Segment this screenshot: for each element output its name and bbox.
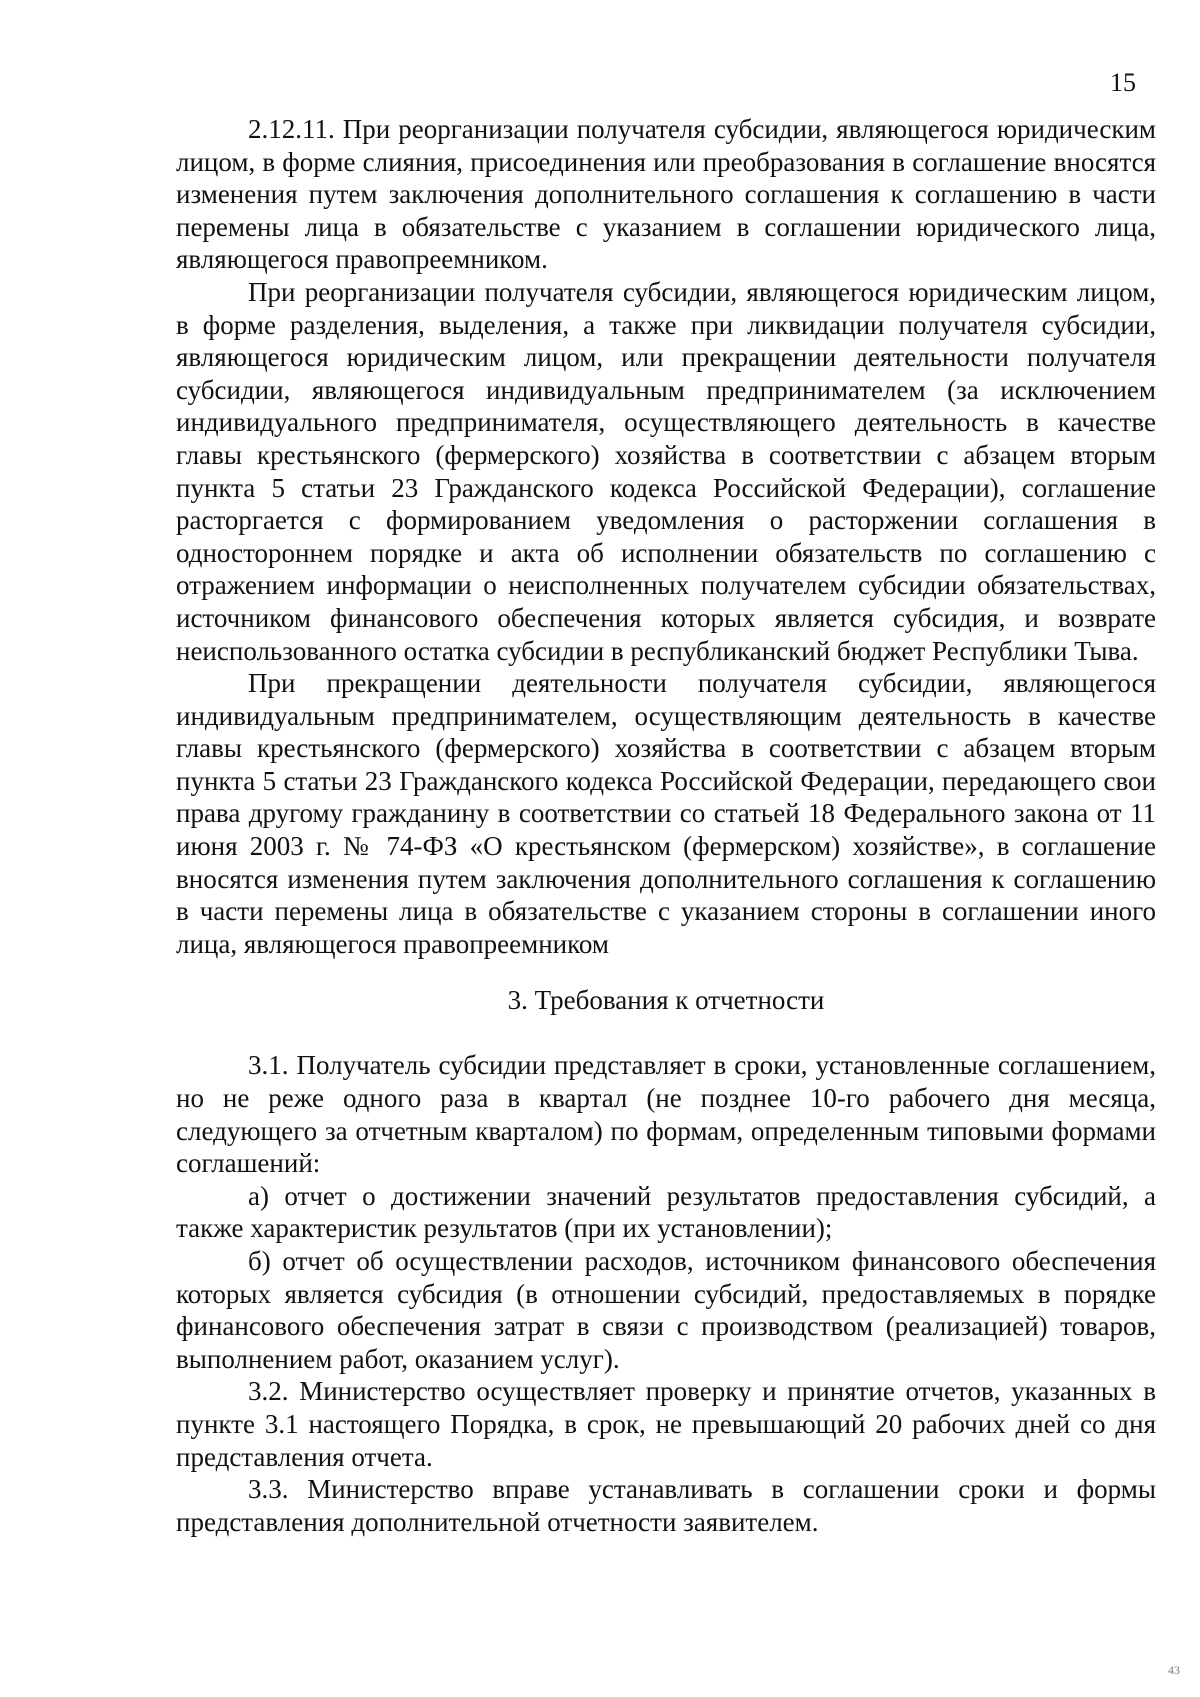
paragraph-2-12-11: 2.12.11. При реорганизации получателя субсидии, являющегося юридическим лицом, в форме слияния, присоединения или преобразования в соглашение вносятся изменения путем заключения дополнительного соглашения к соглашению в части перемены лица в обязательстве с указанием в соглашении юридического лица, являющегося правопреемником.	[176, 114, 1156, 275]
paragraph-reorganization-termination: При реорганизации получателя субсидии, являющегося юридическим лицом, в форме разделения, выделения, а также при ликвидации получателя субсидии, являющегося юридическим лицом, или прекращении деятельности получателя субсидии, являющегося индивидуальным предпринимателем (за исключением индивидуального предпринимателя, осуществляющего деятельность в качестве главы крестьянского (фермерского) хозяйства в соответствии с абзацем вторым пункта 5 статьи 23 Гражданского кодекса Российской Федерации), соглашение расторгается с формированием уведомления о расторжении соглашения в одностороннем порядке и акта об исполнении обязательств по соглашению с отражением информации о неисполненных получателем субсидии обязательствах, источником финансового обеспечения которых является субсидия, и возврате неиспользованного остатка субсидии в республиканский бюджет Республики Тыва.	[176, 276, 1156, 666]
page-number: 15	[1110, 68, 1136, 97]
paragraph-3-1: 3.1. Получатель субсидии представляет в сроки, установленные соглашением, но не реже одного раза в квартал (не позднее 10-го рабочего дня месяца, следующего за отчетным кварталом) по формам, определенным типовыми формами соглашений:	[176, 1050, 1156, 1179]
document-body	[176, 113, 1156, 1538]
paragraph-farm-head-transfer: При прекращении деятельности получателя субсидии, являющегося индивидуальным предпринимателем, осуществляющим деятельность в качестве главы крестьянского (фермерского) хозяйства в соответствии с абзацем вторым пункта 5 статьи 23 Гражданского кодекса Российской Федерации, передающего свои права другому гражданину в соответствии со статьей 18 Федерального закона от 11 июня 2003 г. № 74-ФЗ «О крестьянском (фермерском) хозяйстве», в соглашение вносятся изменения путем заключения дополнительного соглашения к соглашению в части перемены лица в обязательстве с указанием стороны в соглашении иного лица, являющегося правопреемником	[176, 668, 1156, 959]
paragraph-3-1-a: а) отчет о достижении значений результатов предоставления субсидий, а также характеристик результатов (при их установлении);	[176, 1180, 1156, 1244]
paragraph-3-2: 3.2. Министерство осуществляет проверку и принятие отчетов, указанных в пункте 3.1 настоящего Порядка, в срок, не превышающий 20 рабочих дней со дня представления отчета.	[176, 1376, 1156, 1472]
corner-mark: 43	[1168, 1663, 1180, 1677]
section-title: 3. Требования к отчетности	[507, 985, 825, 1016]
paragraph-3-1-b: б) отчет об осуществлении расходов, источником финансового обеспечения которых является субсидия (в отношении субсидий, предоставляемых в порядке финансового обеспечения затрат в связи с производством (реализацией) товаров, выполнением работ, оказанием услуг).	[176, 1246, 1156, 1374]
paragraph-3-3: 3.3. Министерство вправе устанавливать в соглашении сроки и формы представления дополнительной отчетности заявителем.	[176, 1474, 1156, 1537]
